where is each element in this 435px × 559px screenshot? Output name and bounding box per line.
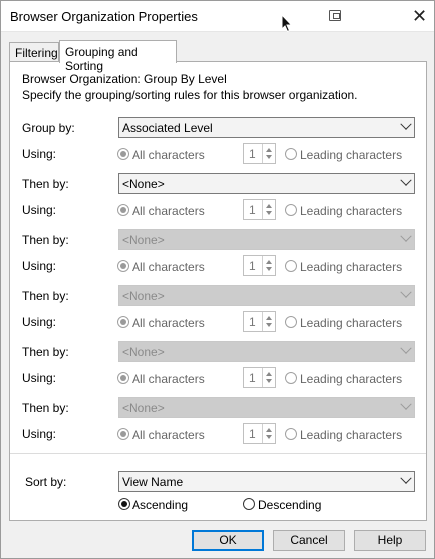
group-select[interactable] xyxy=(118,173,415,194)
chevron-down-icon xyxy=(400,473,411,484)
leading-characters-radio xyxy=(285,260,297,272)
character-count-value: 1 xyxy=(249,147,256,161)
using-label: Using: xyxy=(22,147,57,161)
ascending-label: Ascending xyxy=(132,498,189,512)
character-count-stepper xyxy=(243,199,276,220)
all-characters-radio xyxy=(117,428,129,440)
chevron-down-icon xyxy=(400,175,411,186)
down-arrow-icon xyxy=(266,211,272,215)
character-count-value: 1 xyxy=(249,371,256,385)
leading-characters-radio xyxy=(285,372,297,384)
group-select-value: <None> xyxy=(122,345,165,359)
tab-grouping-and-sorting[interactable] xyxy=(59,40,177,73)
all-characters-label: All characters xyxy=(132,316,205,330)
group-select xyxy=(118,397,415,418)
all-characters-radio xyxy=(117,148,129,160)
leading-characters-label: Leading characters xyxy=(300,148,403,162)
leading-characters-label: Leading characters xyxy=(300,428,403,442)
tab-filtering-label: Filtering xyxy=(15,46,58,60)
group-select xyxy=(118,229,415,250)
chevron-down-icon xyxy=(400,343,411,354)
leading-characters-radio xyxy=(285,316,297,328)
separator xyxy=(10,453,426,454)
descending-label: Descending xyxy=(258,498,322,512)
help-button[interactable]: Help xyxy=(354,530,426,551)
all-characters-label: All characters xyxy=(132,260,205,274)
group-label: Then by: xyxy=(22,345,69,359)
title-bar[interactable] xyxy=(1,1,434,32)
group-select[interactable] xyxy=(118,117,415,138)
group-select xyxy=(118,341,415,362)
chevron-down-icon xyxy=(400,231,411,242)
character-count-stepper xyxy=(243,367,276,388)
stepper-buttons xyxy=(262,312,275,331)
all-characters-radio xyxy=(117,260,129,272)
character-count-stepper xyxy=(243,255,276,276)
leading-characters-radio xyxy=(285,148,297,160)
character-count-value: 1 xyxy=(249,203,256,217)
window-title: Browser Organization Properties xyxy=(10,9,198,24)
chevron-down-icon xyxy=(400,119,411,130)
group-label: Group by: xyxy=(22,121,75,135)
sort-by-select[interactable] xyxy=(118,471,415,492)
group-label: Then by: xyxy=(22,401,69,415)
tab-grouping-label: Grouping and Sorting xyxy=(65,45,138,73)
group-select-value: Associated Level xyxy=(122,121,213,135)
chevron-down-icon xyxy=(400,399,411,410)
up-arrow-icon xyxy=(266,148,272,152)
all-characters-label: All characters xyxy=(132,204,205,218)
character-count-stepper xyxy=(243,423,276,444)
all-characters-label: All characters xyxy=(132,372,205,386)
group-label: Then by: xyxy=(22,289,69,303)
down-arrow-icon xyxy=(266,267,272,271)
down-arrow-icon xyxy=(266,379,272,383)
group-select-value: <None> xyxy=(122,233,165,247)
close-icon[interactable]: ✕ xyxy=(411,6,428,26)
stepper-buttons xyxy=(262,368,275,387)
all-characters-label: All characters xyxy=(132,428,205,442)
group-select-value: <None> xyxy=(122,177,165,191)
character-count-stepper xyxy=(243,143,276,164)
down-arrow-icon xyxy=(266,323,272,327)
up-arrow-icon xyxy=(266,204,272,208)
up-arrow-icon xyxy=(266,260,272,264)
up-arrow-icon xyxy=(266,316,272,320)
ok-button[interactable]: OK xyxy=(192,530,264,551)
sort-by-label: Sort by: xyxy=(25,475,67,489)
org-description: Specify the grouping/sorting rules for this browser organization. xyxy=(22,88,358,102)
up-arrow-icon xyxy=(266,372,272,376)
group-select-value: <None> xyxy=(122,289,165,303)
tab-filtering[interactable] xyxy=(9,42,59,62)
stepper-buttons xyxy=(262,200,275,219)
context-help-icon[interactable] xyxy=(329,10,341,21)
ascending-radio[interactable] xyxy=(118,498,130,510)
up-arrow-icon xyxy=(266,428,272,432)
using-label: Using: xyxy=(22,371,57,385)
stepper-buttons xyxy=(262,144,275,163)
using-label: Using: xyxy=(22,259,57,273)
org-heading: Browser Organization: Group By Level xyxy=(22,72,227,86)
leading-characters-radio xyxy=(285,428,297,440)
all-characters-radio xyxy=(117,204,129,216)
character-count-stepper xyxy=(243,311,276,332)
stepper-buttons xyxy=(262,256,275,275)
sort-by-value: View Name xyxy=(122,475,184,489)
using-label: Using: xyxy=(22,315,57,329)
down-arrow-icon xyxy=(266,435,272,439)
group-label: Then by: xyxy=(22,177,69,191)
group-label: Then by: xyxy=(22,233,69,247)
using-label: Using: xyxy=(22,203,57,217)
group-select-value: <None> xyxy=(122,401,165,415)
using-label: Using: xyxy=(22,427,57,441)
chevron-down-icon xyxy=(400,287,411,298)
character-count-value: 1 xyxy=(249,259,256,273)
character-count-value: 1 xyxy=(249,427,256,441)
cancel-button[interactable]: Cancel xyxy=(273,530,345,551)
all-characters-radio xyxy=(117,316,129,328)
down-arrow-icon xyxy=(266,155,272,159)
leading-characters-label: Leading characters xyxy=(300,260,403,274)
leading-characters-label: Leading characters xyxy=(300,372,403,386)
all-characters-label: All characters xyxy=(132,148,205,162)
character-count-value: 1 xyxy=(249,315,256,329)
all-characters-radio xyxy=(117,372,129,384)
leading-characters-label: Leading characters xyxy=(300,204,403,218)
leading-characters-radio xyxy=(285,204,297,216)
stepper-buttons xyxy=(262,424,275,443)
grouping-panel xyxy=(9,61,427,521)
leading-characters-label: Leading characters xyxy=(300,316,403,330)
descending-radio[interactable] xyxy=(243,498,255,510)
group-select xyxy=(118,285,415,306)
